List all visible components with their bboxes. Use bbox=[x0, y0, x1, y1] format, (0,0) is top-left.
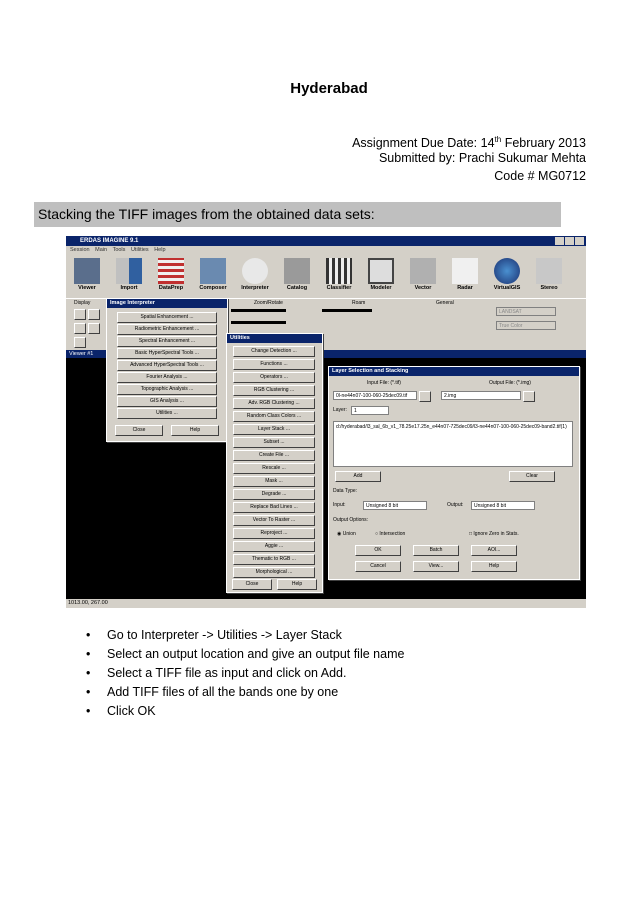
interp-radiometric-enhancement[interactable]: Radiometric Enhancement ... bbox=[117, 324, 217, 335]
interp-spatial-enhancement[interactable]: Spatial Enhancement ... bbox=[117, 312, 217, 323]
util-vector-to-raster[interactable]: Vector To Raster ... bbox=[233, 515, 315, 526]
ok-button[interactable]: OK bbox=[355, 545, 401, 556]
interp-utilities[interactable]: Utilities ... bbox=[117, 408, 217, 419]
bullet-icon: • bbox=[86, 628, 91, 642]
vector-tool[interactable]: Vector bbox=[404, 256, 442, 296]
util-rgb-clustering[interactable]: RGB Clustering ... bbox=[233, 385, 315, 396]
input-file-label: Input File: (*.tif) bbox=[367, 380, 401, 386]
panel-zoom-rotate: Zoom/Rotate bbox=[254, 300, 283, 306]
list-item: • Click OK bbox=[86, 702, 404, 721]
globe-icon bbox=[494, 258, 520, 284]
modeler-icon bbox=[368, 258, 394, 284]
display-button[interactable] bbox=[88, 309, 100, 320]
util-help-button[interactable]: Help bbox=[277, 579, 317, 590]
virtualgis-tool[interactable]: VirtualGIS bbox=[488, 256, 526, 296]
clear-button[interactable]: Clear bbox=[509, 471, 555, 482]
interp-fourier-analysis[interactable]: Fourier Analysis ... bbox=[117, 372, 217, 383]
app-menubar bbox=[66, 246, 586, 254]
display-button[interactable] bbox=[74, 337, 86, 348]
batch-button[interactable]: Batch bbox=[413, 545, 459, 556]
dataprep-tool[interactable]: DataPrep bbox=[152, 256, 190, 296]
interpreter-titlebar: Image Interpreter bbox=[107, 299, 227, 308]
layer-stacking-titlebar: Layer Selection and Stacking bbox=[329, 367, 579, 376]
util-mask[interactable]: Mask ... bbox=[233, 476, 315, 487]
input-folder-icon[interactable] bbox=[419, 391, 431, 402]
bullet-icon: • bbox=[86, 666, 91, 680]
due-date: Assignment Due Date: 14th February 2013 bbox=[352, 135, 586, 151]
bullet-icon: • bbox=[86, 704, 91, 718]
menu-help[interactable]: Help bbox=[154, 247, 166, 253]
output-type-label: Output: bbox=[447, 502, 464, 508]
util-rescale[interactable]: Rescale ... bbox=[233, 463, 315, 474]
stereo-tool[interactable]: Stereo bbox=[530, 256, 568, 296]
interpreter-tool[interactable]: Interpreter bbox=[236, 256, 274, 296]
list-item: • Add TIFF files of all the bands one by one bbox=[86, 683, 404, 702]
util-replace-bad-lines[interactable]: Replace Bad Lines ... bbox=[233, 502, 315, 513]
composer-tool[interactable]: Composer bbox=[194, 256, 232, 296]
app-title: ERDAS IMAGINE 9.1 bbox=[80, 238, 139, 244]
output-file-field[interactable]: 2.img bbox=[441, 391, 521, 400]
panel-general: General bbox=[436, 300, 454, 306]
utilities-titlebar: Utilities bbox=[227, 334, 322, 343]
display-button[interactable] bbox=[74, 309, 86, 320]
output-file-label: Output File: (*.img) bbox=[489, 380, 531, 386]
display-button[interactable] bbox=[74, 323, 86, 334]
add-button[interactable]: Add bbox=[335, 471, 381, 482]
input-file-field[interactable]: 0l-ne44n07-100-060-25dec09.tif bbox=[333, 391, 417, 400]
input-type-label: Input: bbox=[333, 502, 346, 508]
dataprep-icon bbox=[158, 258, 184, 284]
status-bar: 1013.00, 267.00 bbox=[66, 599, 586, 608]
import-icon bbox=[116, 258, 142, 284]
input-type-select[interactable]: Unsigned 8 bit bbox=[363, 501, 427, 510]
interp-help-button[interactable]: Help bbox=[171, 425, 219, 436]
band-combo-field[interactable]: True Color bbox=[496, 321, 556, 330]
zoom-slider[interactable] bbox=[231, 309, 286, 312]
interpreter-icon bbox=[242, 258, 268, 284]
panel-roam: Roam bbox=[352, 300, 366, 306]
icon-toolbar bbox=[66, 254, 586, 298]
layer-label: Layer: bbox=[333, 407, 347, 413]
interp-topographic-analysis[interactable]: Topographic Analysis ... bbox=[117, 384, 217, 395]
intersection-radio[interactable]: ○ Intersection bbox=[375, 531, 406, 537]
instruction-list bbox=[86, 626, 404, 721]
viewer-tool[interactable]: Viewer bbox=[68, 256, 106, 296]
classifier-tool[interactable]: Classifier bbox=[320, 256, 358, 296]
cancel-button[interactable]: Cancel bbox=[355, 561, 401, 572]
util-thematic-to-rgb[interactable]: Thematic to RGB ... bbox=[233, 554, 315, 565]
util-create-file[interactable]: Create File ... bbox=[233, 450, 315, 461]
submitted-by: Submitted by: Prachi Sukumar Mehta bbox=[378, 151, 586, 165]
layer-select[interactable]: 1 bbox=[351, 406, 389, 415]
import-tool[interactable]: Import bbox=[110, 256, 148, 296]
modeler-tool[interactable]: Modeler bbox=[362, 256, 400, 296]
help-button[interactable]: Help bbox=[471, 561, 517, 572]
catalog-icon bbox=[284, 258, 310, 284]
utilities-window bbox=[226, 333, 323, 593]
ignore-zero-checkbox[interactable]: □ Ignore Zero in Stats. bbox=[469, 531, 519, 537]
aoi-button[interactable]: AOI... bbox=[471, 545, 517, 556]
menu-utilities[interactable]: Utilities bbox=[130, 247, 149, 253]
view-button[interactable]: View... bbox=[413, 561, 459, 572]
util-subset[interactable]: Subset ... bbox=[233, 437, 315, 448]
menu-main[interactable]: Main bbox=[95, 247, 108, 253]
interp-spectral-enhancement[interactable]: Spectral Enhancement ... bbox=[117, 336, 217, 347]
output-folder-icon[interactable] bbox=[523, 391, 535, 402]
image-interpreter-window bbox=[106, 298, 228, 442]
vector-icon bbox=[410, 258, 436, 284]
util-degrade[interactable]: Degrade ... bbox=[233, 489, 315, 500]
util-aggie[interactable]: Aggie ... bbox=[233, 541, 315, 552]
app-titlebar bbox=[66, 236, 586, 246]
util-reproject[interactable]: Reproject ... bbox=[233, 528, 315, 539]
util-change-detection[interactable]: Change Detection ... bbox=[233, 346, 315, 357]
viewer-titlebar: Viewer #1 bbox=[66, 350, 586, 358]
list-item: • Select an output location and give an output file name bbox=[86, 645, 404, 664]
output-options-label: Output Options: bbox=[333, 517, 369, 523]
radar-icon bbox=[452, 258, 478, 284]
list-item: • Go to Interpreter -> Utilities -> Layer Stack bbox=[86, 626, 404, 645]
layer-list[interactable]: d:/hyderabad/l3_sal_6b_v1_78.25e17.25n_e44n07-725dec09/l3-ne44n07-100-060-25dec09-band2.tif(1) bbox=[333, 421, 573, 467]
util-operators[interactable]: Operators ... bbox=[233, 372, 315, 383]
menu-tools[interactable]: Tools bbox=[112, 247, 126, 253]
catalog-tool[interactable]: Catalog bbox=[278, 256, 316, 296]
document-title: Hyderabad bbox=[290, 80, 368, 97]
bullet-icon: • bbox=[86, 647, 91, 661]
panel-display: Display bbox=[74, 300, 91, 306]
list-item: • Select a TIFF file as input and click on Add. bbox=[86, 664, 404, 683]
interp-advanced-hyperspectral[interactable]: Advanced HyperSpectral Tools ... bbox=[117, 360, 217, 371]
util-close-button[interactable]: Close bbox=[232, 579, 272, 590]
util-morphological[interactable]: Morphological ... bbox=[233, 567, 315, 578]
sensor-field[interactable]: LANDSAT bbox=[496, 307, 556, 316]
stereo-icon bbox=[536, 258, 562, 284]
union-radio[interactable]: ◉ Union bbox=[337, 531, 356, 537]
composer-icon bbox=[200, 258, 226, 284]
util-layer-stack[interactable]: Layer Stack ... bbox=[233, 424, 315, 435]
rotate-slider[interactable] bbox=[231, 321, 286, 324]
output-type-select[interactable]: Unsigned 8 bit bbox=[471, 501, 535, 510]
section-heading: Stacking the TIFF images from the obtained data sets: bbox=[34, 202, 561, 227]
interp-basic-hyperspectral[interactable]: Basic HyperSpectral Tools ... bbox=[117, 348, 217, 359]
menu-session[interactable]: Session bbox=[70, 247, 90, 253]
viewer-icon bbox=[74, 258, 100, 284]
roam-slider[interactable] bbox=[322, 309, 372, 312]
util-functions[interactable]: Functions ... bbox=[233, 359, 315, 370]
util-random-class-colors[interactable]: Random Class Colors ... bbox=[233, 411, 315, 422]
bullet-icon: • bbox=[86, 685, 91, 699]
radar-tool[interactable]: Radar bbox=[446, 256, 484, 296]
interp-gis-analysis[interactable]: GIS Analysis ... bbox=[117, 396, 217, 407]
display-button[interactable] bbox=[88, 323, 100, 334]
data-type-label: Data Type: bbox=[333, 488, 358, 494]
classifier-icon bbox=[326, 258, 352, 284]
layer-stacking-window bbox=[328, 366, 580, 580]
erdas-screenshot bbox=[66, 236, 586, 608]
course-code: Code # MG0712 bbox=[494, 169, 586, 183]
interp-close-button[interactable]: Close bbox=[115, 425, 163, 436]
util-adv-rgb-clustering[interactable]: Adv. RGB Clustering ... bbox=[233, 398, 315, 409]
